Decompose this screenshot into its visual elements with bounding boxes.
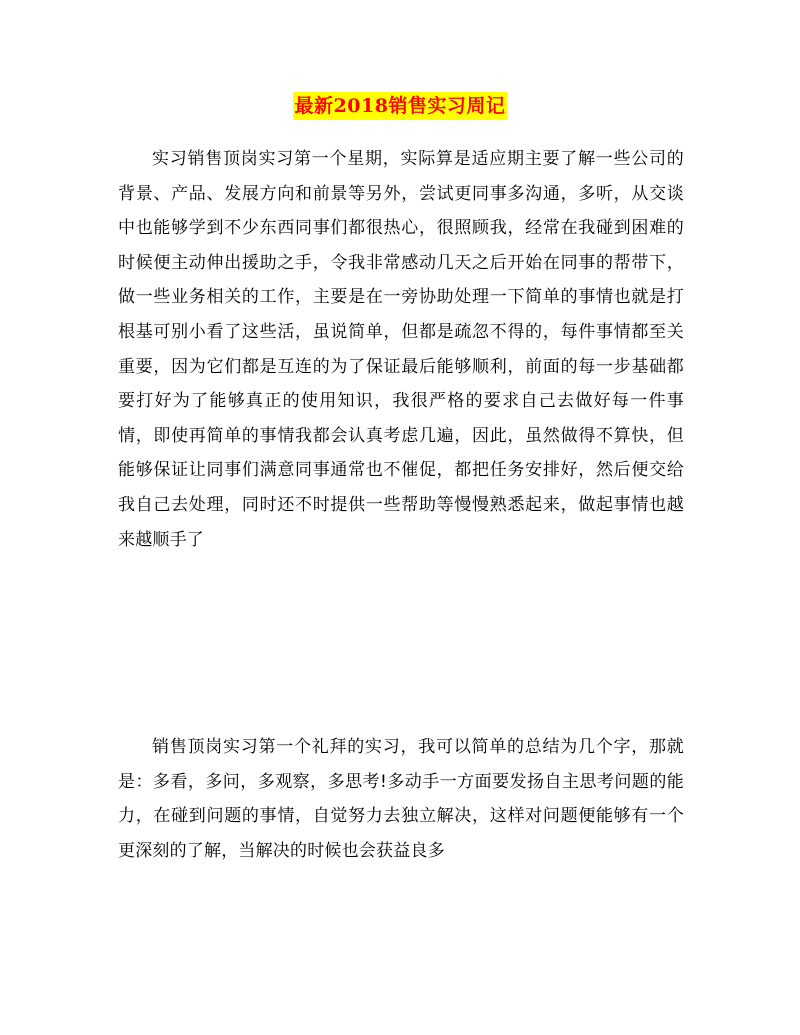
document-title: 最新2018销售实习周记: [293, 92, 508, 120]
paragraph-1: 实习销售顶岗实习第一个星期，实际算是适应期主要了解一些公司的背景、产品、发展方向和前景等另外，尝试更同事多沟通，多听，从交谈中也能够学到不少东西同事们都很热心，很照顾我，经常在我碰到困难的时候便主动伸出援助之手，令我非常感动几天之后开始在同事的帮带下，做一些业务相关的工作，主要是在一旁协助处理一下简单的事情也就是打根基可别小看了这些活，虽说简单，但都是疏忽不得的，每件事情都至关重要，因为它们都是互连的为了保证最后能够顺利，前面的每一步基础都要打好为了能够真正的使用知识，我很严格的要求自己去做好每一件事情，即使再简单的事情我都会认真考虑几遍，因此，虽然做得不算快，但能够保证让同事们满意同事通常也不催促，都把任务安排好，然后便交给我自己去处理，同时还不时提供一些帮助等慢慢熟悉起来，做起事情也越来越顺手了: [118, 149, 684, 550]
title-container: [0, 92, 800, 120]
paragraph-2: 销售顶岗实习第一个礼拜的实习，我可以简单的总结为几个字，那就是：多看，多问，多观察，多思考!多动手一方面要发扬自主思考问题的能力，在碰到问题的事情，自觉努力去独立解决，这样对问题便能够有一个更深刻的了解，当解决的时候也会获益良多: [118, 737, 684, 861]
